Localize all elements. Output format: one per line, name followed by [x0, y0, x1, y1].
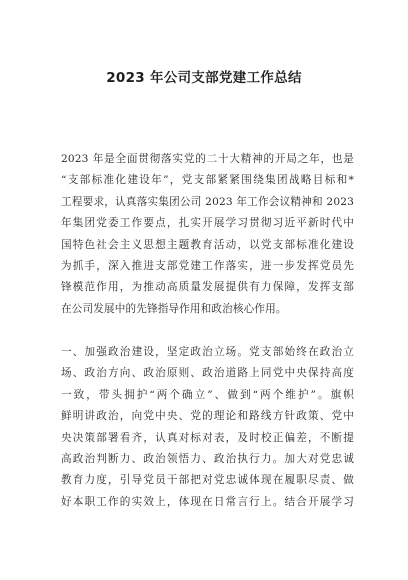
paragraph-intro: [61, 149, 354, 320]
text-line: 鲜明讲政治，向党中央、党的理论和路线方针政策、党中: [61, 410, 354, 423]
text-line: 2023 年是全面贯彻落实党的二十大精神的开局之年，也是: [61, 153, 354, 165]
text-line: 一致，带头拥护“两个确立”、做到“两个维护”。旗帜: [61, 388, 354, 401]
text-line: 教育力度，引导党员干部把对党忠诚体现在履职尽责、做: [61, 474, 354, 487]
text-line: 一、加强政治建设，坚定政治立场。党支部始终在政治立: [61, 346, 354, 358]
paragraph-section-one: [61, 342, 354, 513]
text-line: 锋模范作用，为推动高质量发展提供有力保障，发挥支部: [61, 281, 354, 294]
text-line: 年集团党委工作要点，扎实开展学习贯彻习近平新时代中: [61, 217, 354, 230]
text-line: 好本职工作的实效上，体现在日常言行上。结合开展学习: [61, 495, 354, 508]
text-line: 央决策部署看齐，认真对标对表，及时校正偏差，不断提: [61, 431, 354, 444]
text-line: 场、政治方向、政治原则、政治道路上同党中央保持高度: [61, 367, 354, 380]
text-line: 工程要求，认真落实集团公司 2023 年工作会议精神和 2023: [61, 195, 354, 208]
text-line: 为抓手，深入推进支部党建工作落实，进一步发挥党员先: [61, 259, 354, 272]
text-line: “支部标准化建设年”，党支部紧紧围绕集团战略目标和*: [61, 174, 354, 187]
text-line: 国特色社会主义思想主题教育活动，以党支部标准化建设: [61, 238, 354, 251]
text-line: 在公司发展中的先锋指导作用和政治核心作用。: [61, 302, 287, 315]
text-line: 高政治判断力、政治领悟力、政治执行力。加大对党忠诚: [61, 452, 354, 465]
document-title: 2023 年公司支部党建工作总结: [106, 70, 302, 86]
